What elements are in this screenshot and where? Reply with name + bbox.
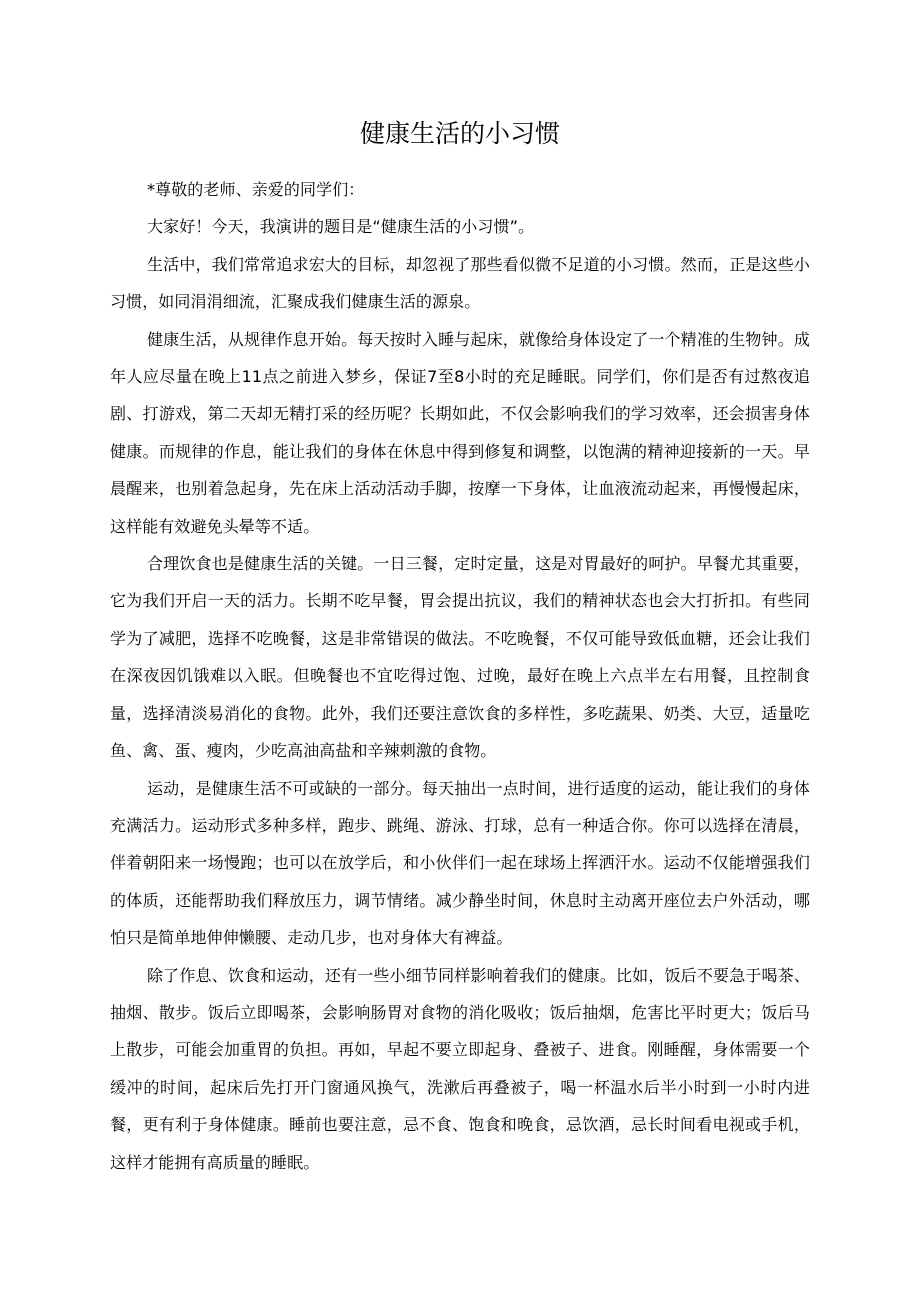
paragraph-greeting: 大家好！今天，我演讲的题目是“健康生活的小习惯”。 [147, 217, 535, 237]
paragraph-salutation: *尊敬的老师、亲爱的同学们： [147, 180, 365, 199]
paragraph-sleep-routine: 健康生活，从规律作息开始。每天按时入睡与起床，就像给身体设定了一个精准的生物钟。成年人应尽量在晚上11点之前进入梦乡，保证7至8小时的充足睡眠。同学们，你们是否有过熬夜追剧、打游戏，第二天却无精打采的经历呢？长期如此，不仅会影响我们的学习效率，还会损害身体健康。而规律的作息，能让我们的身体在休息中得到修复和调整，以饱满的精神迎接新的一天。早晨醒来，也别着急起身，先在床上活动活动手脚，按摩一下身体，让血液流动起来，再慢慢起床，这样能有效避免头晕等不适。 [110, 329, 810, 536]
paragraph-exercise: 运动，是健康生活不可或缺的一部分。每天抽出一点时间，进行适度的运动，能让我们的身体充满活力。运动形式多种多样，跑步、跳绳、游泳、打球，总有一种适合你。你可以选择在清晨，伴着朝阳来一场慢跑；也可以在放学后，和小伙伴们一起在球场上挥洒汗水。运动不仅能增强我们的体质，还能帮助我们释放压力，调节情绪。减少静坐时间，休息时主动离开座位去户外活动，哪怕只是简单地伸伸懒腰、走动几步，也对身体大有裨益。 [110, 778, 810, 948]
paragraph-details: 除了作息、饮食和运动，还有一些小细节同样影响着我们的健康。比如，饭后不要急于喝茶、抽烟、散步。饭后立即喝茶，会影响肠胃对食物的消化吸收；饭后抽烟，危害比平时更大；饭后马上散步，可能会加重胃的负担。再如，早起不要立即起身、叠被子、进食。刚睡醒，身体需要一个缓冲的时间，起床后先打开门窗通风换气，洗漱后再叠被子，喝一杯温水后半小时到一小时内进餐，更有利于身体健康。睡前也要注意，忌不食、饱食和晚食，忌饮酒，忌长时间看电视或手机，这样才能拥有高质量的睡眠。 [110, 965, 810, 1172]
document-title: 健康生活的小习惯 [359, 119, 560, 148]
paragraph-intro: 生活中，我们常常追求宏大的目标，却忽视了那些看似微不足道的小习惯。然而，正是这些小习惯，如同涓涓细流，汇聚成我们健康生活的源泉。 [110, 254, 810, 312]
document-body [110, 171, 810, 1181]
paragraph-diet: 合理饮食也是健康生活的关键。一日三餐，定时定量，这是对胃最好的呵护。早餐尤其重要，它为我们开启一天的活力。长期不吃早餐，胃会提出抗议，我们的精神状态也会大打折扣。有些同学为了减肥，选择不吃晚餐，这是非常错误的做法。不吃晚餐，不仅可能导致低血糖，还会让我们在深夜因饥饿难以入眠。但晚餐也不宜吃得过饱、过晚，最好在晚上六点半左右用餐，且控制食量，选择清淡易消化的食物。此外，我们还要注意饮食的多样性，多吃蔬果、奶类、大豆，适量吃鱼、禽、蛋、瘦肉，少吃高油高盐和辛辣刺激的食物。 [110, 554, 810, 761]
